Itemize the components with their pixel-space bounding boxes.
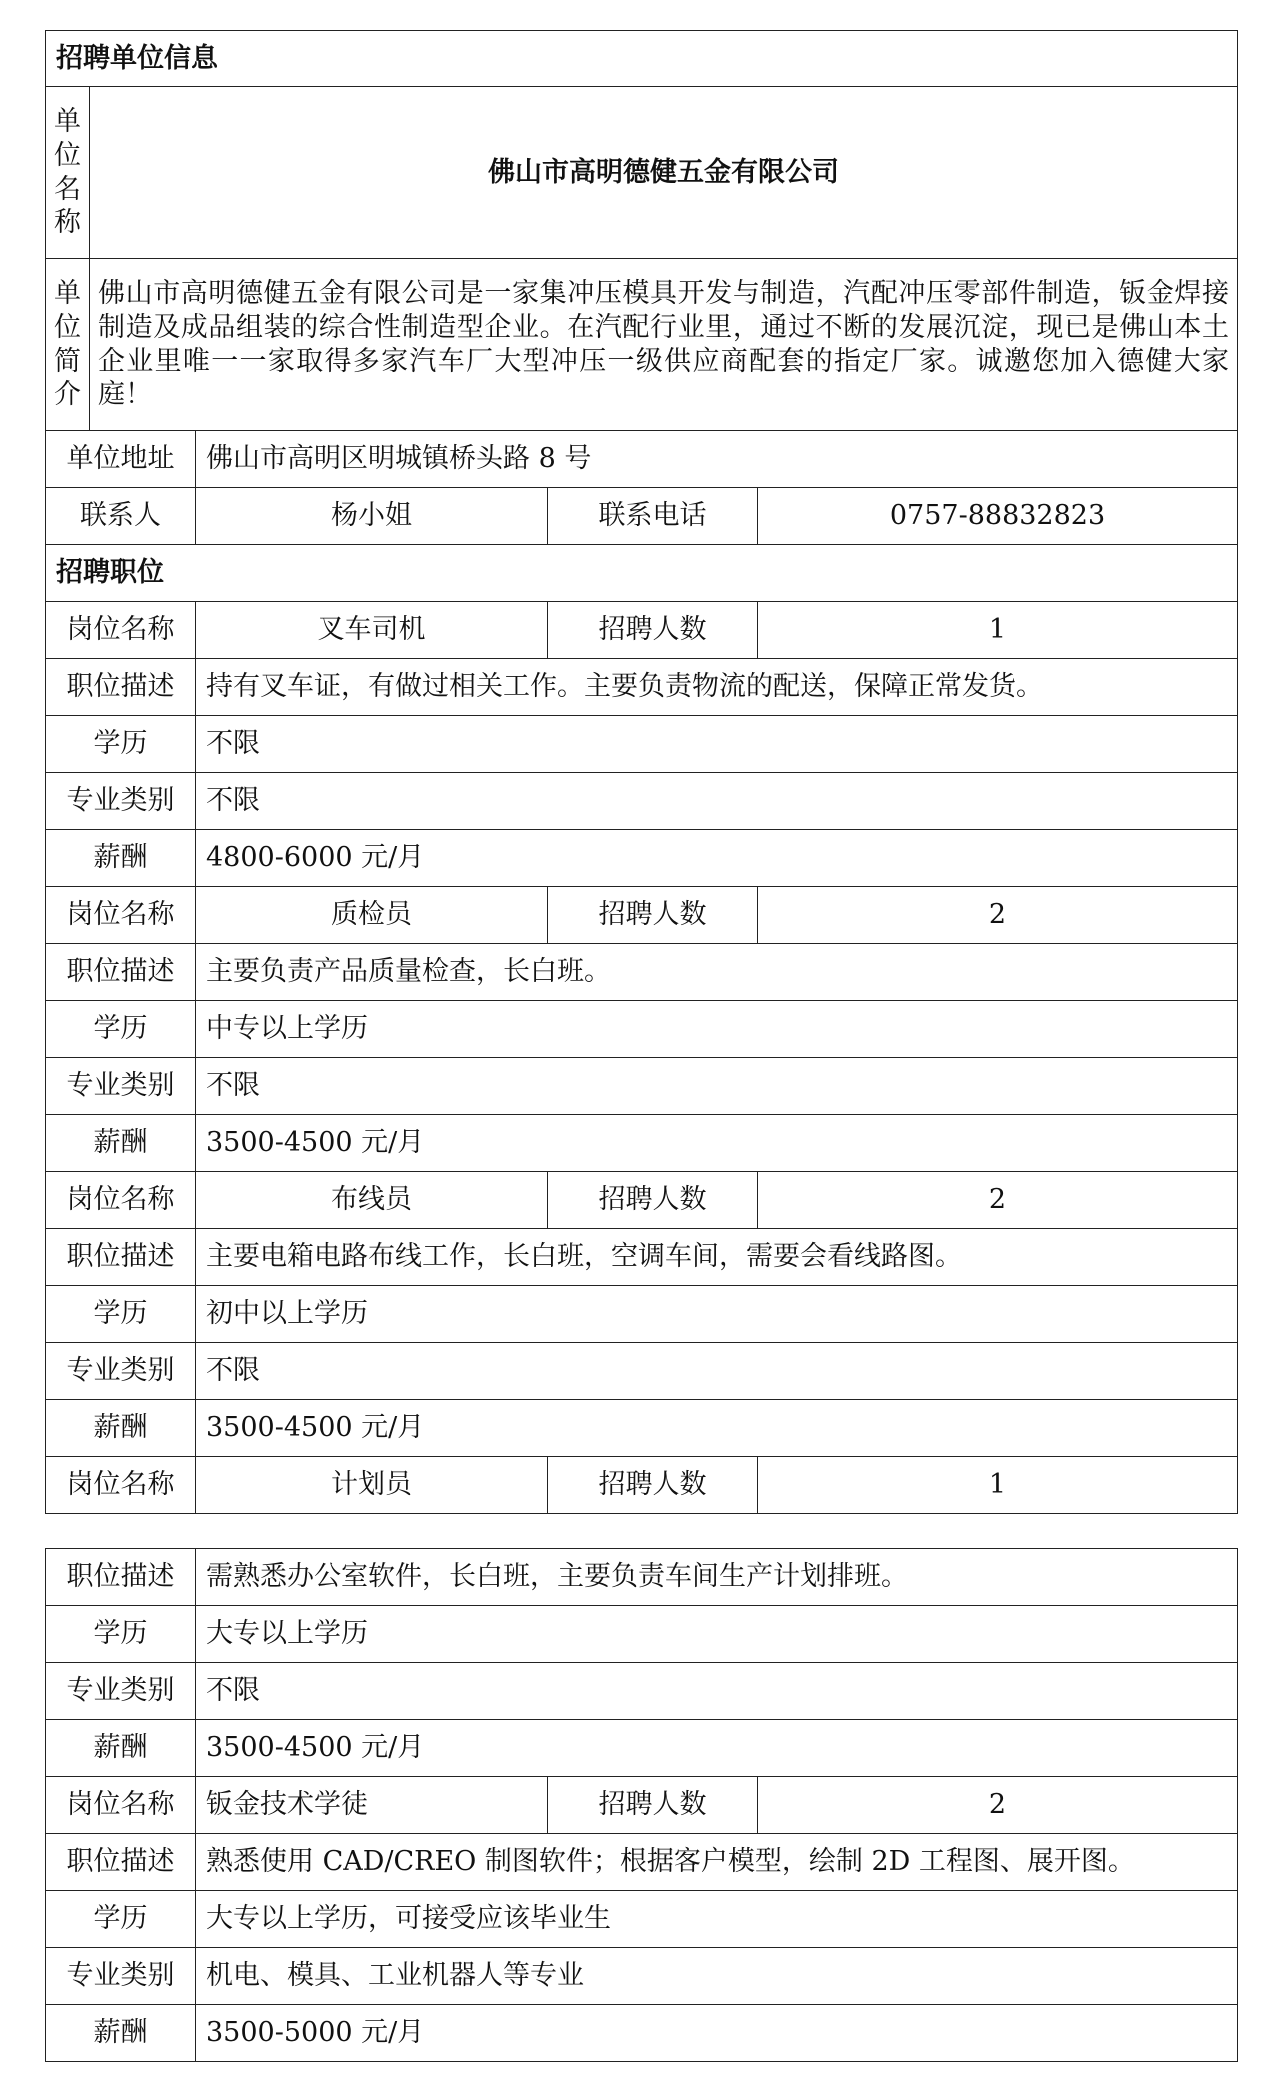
- contact-value: 杨小姐: [196, 488, 548, 545]
- job-education-row: [46, 716, 1238, 773]
- section-company-row: [46, 31, 1238, 87]
- job-header-row: [46, 1777, 1238, 1834]
- desc-label: 职位描述: [46, 1549, 196, 1606]
- headcount-value: 1: [758, 1457, 1238, 1514]
- major-value: 机电、模具、工业机器人等专业: [196, 1948, 1238, 2005]
- headcount-label: 招聘人数: [548, 1457, 758, 1514]
- phone-label: 联系电话: [548, 488, 758, 545]
- education-value: 中专以上学历: [196, 1001, 1238, 1058]
- desc-label: 职位描述: [46, 1834, 196, 1891]
- job-name: 布线员: [196, 1172, 548, 1229]
- education-label: 学历: [46, 1606, 196, 1663]
- company-name-label: 单 位 名 称: [46, 87, 90, 259]
- job-name: 钣金技术学徒: [196, 1777, 548, 1834]
- job-major-row: [46, 1343, 1238, 1400]
- desc-value: 主要电箱电路布线工作，长白班，空调车间，需要会看线路图。: [196, 1229, 1238, 1286]
- address-label: 单位地址: [46, 431, 196, 488]
- job-desc-row: [46, 1229, 1238, 1286]
- section-company-title: 招聘单位信息: [46, 31, 1238, 87]
- address-value: 佛山市高明区明城镇桥头路 8 号: [196, 431, 1238, 488]
- desc-value: 需熟悉办公室软件，长白班，主要负责车间生产计划排班。: [196, 1549, 1238, 1606]
- major-label: 专业类别: [46, 1343, 196, 1400]
- job-desc-row: [46, 659, 1238, 716]
- major-value: 不限: [196, 1058, 1238, 1115]
- job-name-label: 岗位名称: [46, 1457, 196, 1514]
- job-salary-row: [46, 1720, 1238, 1777]
- company-name: 佛山市高明德健五金有限公司: [90, 87, 1238, 259]
- job-major-row: [46, 1948, 1238, 2005]
- major-label: 专业类别: [46, 1948, 196, 2005]
- desc-label: 职位描述: [46, 659, 196, 716]
- desc-value: 主要负责产品质量检查，长白班。: [196, 944, 1238, 1001]
- headcount-label: 招聘人数: [548, 602, 758, 659]
- headcount-label: 招聘人数: [548, 1777, 758, 1834]
- job-header-row: [46, 1172, 1238, 1229]
- job-name-label: 岗位名称: [46, 602, 196, 659]
- job-header-row: [46, 887, 1238, 944]
- job-salary-row: [46, 830, 1238, 887]
- section-jobs-title: 招聘职位: [46, 545, 1238, 602]
- job-education-row: [46, 1891, 1238, 1948]
- desc-value: 持有叉车证，有做过相关工作。主要负责物流的配送，保障正常发货。: [196, 659, 1238, 716]
- job-name-label: 岗位名称: [46, 887, 196, 944]
- job-header-row: [46, 602, 1238, 659]
- major-value: 不限: [196, 1663, 1238, 1720]
- job-desc-row: [46, 944, 1238, 1001]
- job-education-row: [46, 1286, 1238, 1343]
- job-name-label: 岗位名称: [46, 1777, 196, 1834]
- job-major-row: [46, 1058, 1238, 1115]
- desc-value: 熟悉使用 CAD/CREO 制图软件；根据客户模型，绘制 2D 工程图、展开图。: [196, 1834, 1238, 1891]
- recruitment-table-page2: [45, 1548, 1238, 2062]
- job-name: 质检员: [196, 887, 548, 944]
- job-desc-row: [46, 1834, 1238, 1891]
- education-value: 大专以上学历，可接受应该毕业生: [196, 1891, 1238, 1948]
- major-label: 专业类别: [46, 1058, 196, 1115]
- education-value: 初中以上学历: [196, 1286, 1238, 1343]
- salary-label: 薪酬: [46, 2005, 196, 2062]
- salary-value: 3500-4500 元/月: [196, 1115, 1238, 1172]
- job-education-row: [46, 1606, 1238, 1663]
- headcount-value: 2: [758, 887, 1238, 944]
- education-label: 学历: [46, 1891, 196, 1948]
- major-label: 专业类别: [46, 1663, 196, 1720]
- major-value: 不限: [196, 773, 1238, 830]
- headcount-value: 1: [758, 602, 1238, 659]
- job-major-row: [46, 1663, 1238, 1720]
- headcount-label: 招聘人数: [548, 887, 758, 944]
- job-education-row: [46, 1001, 1238, 1058]
- headcount-value: 2: [758, 1172, 1238, 1229]
- job-salary-row: [46, 1400, 1238, 1457]
- education-label: 学历: [46, 1286, 196, 1343]
- job-desc-row: [46, 1549, 1238, 1606]
- desc-label: 职位描述: [46, 944, 196, 1001]
- job-header-row: [46, 1457, 1238, 1514]
- major-label: 专业类别: [46, 773, 196, 830]
- salary-value: 3500-4500 元/月: [196, 1720, 1238, 1777]
- address-row: [46, 431, 1238, 488]
- section-jobs-row: [46, 545, 1238, 602]
- salary-value: 3500-5000 元/月: [196, 2005, 1238, 2062]
- contact-label: 联系人: [46, 488, 196, 545]
- phone-value: 0757-88832823: [758, 488, 1238, 545]
- salary-label: 薪酬: [46, 1400, 196, 1457]
- company-intro-label: 单 位 简 介: [46, 259, 90, 431]
- salary-label: 薪酬: [46, 1115, 196, 1172]
- salary-label: 薪酬: [46, 1720, 196, 1777]
- salary-value: 3500-4500 元/月: [196, 1400, 1238, 1457]
- major-value: 不限: [196, 1343, 1238, 1400]
- job-major-row: [46, 773, 1238, 830]
- education-label: 学历: [46, 716, 196, 773]
- job-name: 叉车司机: [196, 602, 548, 659]
- company-intro-text: 佛山市高明德健五金有限公司是一家集冲压模具开发与制造，汽配冲压零部件制造，钣金焊接制造及成品组装的综合性制造型企业。在汽配行业里，通过不断的发展沉淀，现已是佛山本土企业里唯一一家取得多家汽车厂大型冲压一级供应商配套的指定厂家。诚邀您加入德健大家庭！: [90, 259, 1238, 431]
- company-intro-row: [46, 259, 1238, 431]
- desc-label: 职位描述: [46, 1229, 196, 1286]
- salary-label: 薪酬: [46, 830, 196, 887]
- recruitment-table-page1: [45, 30, 1238, 1514]
- education-value: 大专以上学历: [196, 1606, 1238, 1663]
- job-name-label: 岗位名称: [46, 1172, 196, 1229]
- headcount-label: 招聘人数: [548, 1172, 758, 1229]
- headcount-value: 2: [758, 1777, 1238, 1834]
- job-name: 计划员: [196, 1457, 548, 1514]
- job-salary-row: [46, 1115, 1238, 1172]
- salary-value: 4800-6000 元/月: [196, 830, 1238, 887]
- company-name-row: [46, 87, 1238, 259]
- education-label: 学历: [46, 1001, 196, 1058]
- education-value: 不限: [196, 716, 1238, 773]
- contact-row: [46, 488, 1238, 545]
- job-salary-row: [46, 2005, 1238, 2062]
